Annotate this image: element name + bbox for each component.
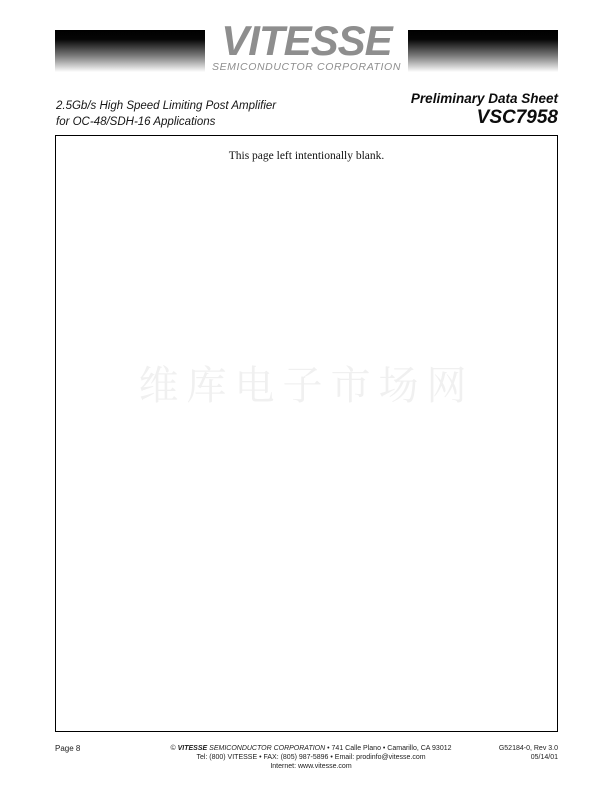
footer-center <box>136 744 486 771</box>
doc-revision: G52184-0, Rev 3.0 <box>498 745 558 752</box>
page-number: Page 8 <box>55 744 81 753</box>
product-title <box>56 98 276 130</box>
product-title-line1: 2.5Gb/s High Speed Limiting Post Amplifier <box>56 100 277 112</box>
product-title-line2: for OC-48/SDH-16 Applications <box>56 116 216 128</box>
copyright-symbol: © <box>170 745 176 752</box>
footer-right <box>499 744 558 762</box>
watermark-text: 维库电子市场网 <box>138 363 475 408</box>
doc-type-label: Preliminary Data Sheet <box>410 91 558 106</box>
footer-contact-line: Tel: (800) VITESSE • FAX: (805) 987-5896 • Email: prodinfo@vitesse.com <box>196 754 426 761</box>
doc-date: 05/14/01 <box>530 754 558 761</box>
blank-page-notice: This page left intentionally blank. <box>228 150 385 162</box>
document-title <box>411 91 558 128</box>
footer-copyright-line <box>136 744 486 753</box>
footer-corp: SEMICONDUCTOR CORPORATION <box>209 745 326 752</box>
vitesse-logo <box>205 17 408 73</box>
footer-internet-line: Internet: www.vitesse.com <box>270 763 352 770</box>
page-body-frame <box>55 135 558 732</box>
logo-subtitle: SEMICONDUCTOR CORPORATION <box>211 61 402 73</box>
footer-address: • 741 Calle Plano • Camarillo, CA 93012 <box>327 745 452 752</box>
gradient-bar-left <box>55 30 205 72</box>
footer-brand: VITESSE <box>177 745 208 752</box>
logo-wordmark: VITESSE <box>221 17 392 64</box>
gradient-bar-right <box>408 30 558 72</box>
part-number: VSC7958 <box>476 107 558 128</box>
